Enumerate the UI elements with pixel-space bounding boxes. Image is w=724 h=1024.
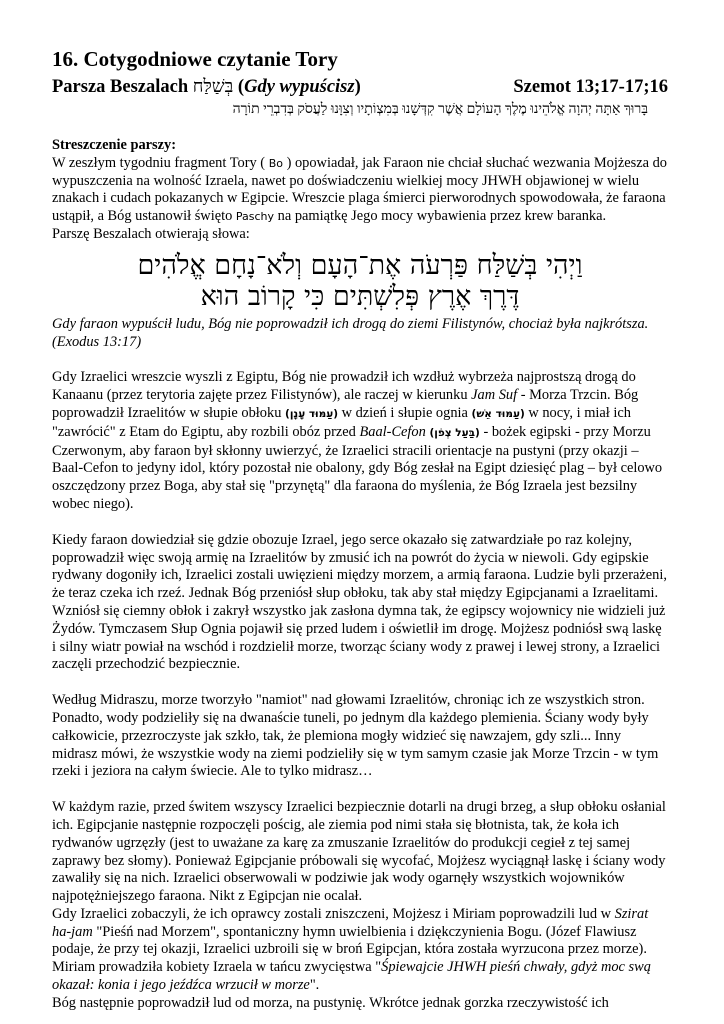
paragraph-2: Kiedy faraon dowiedział się gdzie obozuje Izrael, jego serce okazało się zatwardziałe po raz kolejny, poprowadził więc swoją armię na Izraelitów by zmusić ich na powrót do życia w niewoli. Gdy egipskie rydwany dogoniły ich, Izraelici zostali uwięzieni między morzem, a armią faraona. Ludzie byli przerażeni, że teraz czeka ich rzeź. Jednak Bóg przeniósł słup obłoku, tak aby stał między Egipcjanami a Izraelitami. Wzniósł się ciemny obłok i zakrył wszystko jak zasłona dymna tak, że egipscy wojownicy nie widzieli już Żydów. Tymczasem Słup Ognia pojawił się przed ludem i oświetlił im drogę. Mojżesz podniósł swą laskę i silny wiatr powiał na wschód i rozdzielił morze, tworząc ściany wody z prawej i lewej strony, a Izraelici zaczęli przechodzić bezpiecznie. bbox=[52, 531, 667, 673]
p4-text-e: Bóg następnie poprowadził lud od morza, na pustynię. Wkrótce jednak gorzka rzeczywistość ich bbox=[52, 994, 609, 1011]
torah-blessing: בָּרוּךְ אַתָּה יְהוָה אֱלֹהֵינוּ מֶלֶךְ הָעוֹלָם אֲשֶׁר קִדְּשָׁנוּ בְּמִצְוֹתָיו וְצִוָּנוּ לַעֲסֹק בְּדִבְרֵי תוֹרָה bbox=[232, 102, 648, 117]
intro-text-2: ) opowiadał, jak Faraon nie chciał słuchać wezwania Mojżesza do wypuszczenia na wolność Izraela, nawet po doświadczeniu wielkiej mocy JHWH objawionej w wielu znakach i cudach pokazanych w Egipcie. Wreszcie plaga śmierci pierworodnych spowodowała, że faraona ustąpił, a Bóg ustanowił święto bbox=[52, 154, 667, 225]
parsha-name-line: Parsza Beszalach בְּשַׁלַּח (Gdy wypuścisz) bbox=[52, 76, 361, 97]
summary-heading: Streszczenie parszy: bbox=[52, 137, 177, 153]
intro-text-1: W zeszłym tygodniu fragment Tory ( bbox=[52, 154, 266, 171]
intro-paragraph bbox=[52, 155, 668, 244]
p4-text-b: Gdy Izraelici zobaczyli, że ich oprawcy zostali zniszczeni, Mojżesz i Miriam poprowadzili lud w bbox=[52, 905, 612, 922]
paragraph-1 bbox=[52, 369, 668, 513]
p1-hebrew-amud-esh: (עַמּוּד אֵשׁ) bbox=[471, 407, 525, 420]
p1-text-a: Gdy Izraelici wreszcie wyszli z Egiptu, Bóg nie prowadził ich wzdłuż wybrzeża najprostszą drogą do Kanaanu (przez terytoria zajęte przez Filistynów), ale raczej w kierunku bbox=[52, 369, 636, 404]
p1-hebrew-amud-anan: (עַמּוּד עָנָן) bbox=[285, 407, 338, 420]
page-title: 16. Cotygodniowe czytanie Tory bbox=[52, 47, 338, 71]
parsha-hebrew: בְּשַׁלַּח bbox=[192, 76, 234, 96]
paragraph-3: Według Midraszu, morze tworzyło "namiot" nad głowami Izraelitów, chroniąc ich ze wszystkich stron. Ponadto, wody podzieliły się na dwanaście tuneli, po jednym dla każdego plemienia. Ściany wody były całkowicie, przezroczyste jak szkło, tak, że plemiona mogły widzieć się nawzajem, gdy szli... Inny midrasz mówi, że wszystkie wody na ziemi podzieliły się w tym samym czasie jak Morze Trzcin - w tym rzeki i jeziora na całym świecie. Ale to tylko midrasz… bbox=[52, 692, 659, 780]
hebrew-verse-line-2: דֶּרֶךְ אֶרֶץ פְּלִשְׁתִּים כִּי קָרוֹב הוּא bbox=[200, 280, 520, 312]
parsha-gloss: Gdy wypuścisz bbox=[244, 77, 355, 97]
parsha-reference: Szemot 13;17-17;16 bbox=[513, 77, 668, 97]
p4-miriam-quote: Śpiewajcie JHWH pieśń chwały, gdyż moc swą okazał: konia i jego jeźdźca wrzucił w morze bbox=[52, 959, 651, 994]
p4-szirat-ha-jam: Szirat ha-jam bbox=[52, 905, 649, 940]
p1-text-e: - bożek egipski - przy Morzu Czerwonym, aby faraon był skłonny uwierzyć, że Izraelici stracili orientacje na pustyni (przy okazji – Baal-Cefon to jedyny idol, który pozostał nie obalony, gdy Bóg zesłał na Egipt dziesięć plag – był celowo oszczędzony przez Boga, aby stał się "przynętą" dla faraona do myślenia, że Bóg Izraela jest bezsilny wobec niego). bbox=[52, 423, 663, 512]
p4-text-d: ". bbox=[309, 977, 320, 994]
parsha-header bbox=[52, 74, 668, 99]
p4-text-a: W każdym razie, przed świtem wszyscy Izraelici bezpiecznie dotarli na drugi brzeg, a słup obłoku osłanial ich. Egipcjanie następnie rozpoczęli pościg, ale ziemia pod nimi stała się błotnista, tak, że koła ich rydwanów ugrzęzły (jest to uważane za karę za zmuszanie Izraelitów do produkcji cegieł z tej samej zaprawy bez słomy). Ponieważ Egipcjanie próbowali się wycofać, Mojżesz wyciągnął laskę i ściany wody zawaliły się na nich. Izraelici obserwowali w podziwie jak wody ogarnęły wszystkich wojowników najpotężniejszego faraona. Nikt z Egipcjan nie ocalał. bbox=[52, 799, 666, 905]
paragraph-4 bbox=[52, 799, 668, 1013]
intro-text-3: na pamiątkę Jego mocy wybawienia przez krew baranka. bbox=[277, 208, 607, 225]
p1-jam-suf: Jam Suf bbox=[471, 387, 518, 404]
p1-hebrew-baal-tsefon: (בַּעַל צְפֹן) bbox=[429, 426, 480, 439]
verse-translation: Gdy faraon wypuścił ludu, Bóg nie poprowadził ich drogą do ziemi Filistynów, chociaż była najkrótsza. (Exodus 13:17) bbox=[52, 315, 649, 350]
intro-bo: Bo bbox=[268, 156, 283, 170]
torah-blessing-wrap bbox=[52, 99, 668, 121]
parsha-label: Parsza Beszalach bbox=[52, 77, 189, 97]
p1-text-b: - Morza Trzcin. Bóg poprowadził Izraelitów w słupie obłoku bbox=[52, 387, 639, 421]
p1-baal-cefon: Baal-Cefon bbox=[359, 423, 426, 440]
p4-text-c: "Pieśń nad Morzem", spontaniczny hymn uwielbienia i dziękczynienia Bogu. (Józef Flawiusz podaje, że przy tej okazji, Izraelici uzbroili się w broń Egipcjan, która została wyrzucona przez morze). Miriam prowadziła kobiety Izraela w tańcu zwycięstwa " bbox=[52, 923, 647, 976]
hebrew-verse-line-1: וַיְהִי בְּשַׁלַּח פַּרְעֹה אֶת־הָעָם וְלֹא־נָחָם אֱלֹהִים bbox=[137, 249, 583, 281]
hebrew-verse bbox=[52, 250, 668, 312]
intro-paschy: Paschy bbox=[235, 210, 275, 224]
p1-text-c: w dzień i słupie ognia bbox=[341, 404, 468, 421]
p1-text-d: w nocy, i miał ich "zawrócić" z Etam do Egiptu, aby rozbili obóz przed bbox=[52, 404, 631, 440]
intro-text-4: Parszę Beszalach otwierają słowa: bbox=[52, 225, 250, 242]
